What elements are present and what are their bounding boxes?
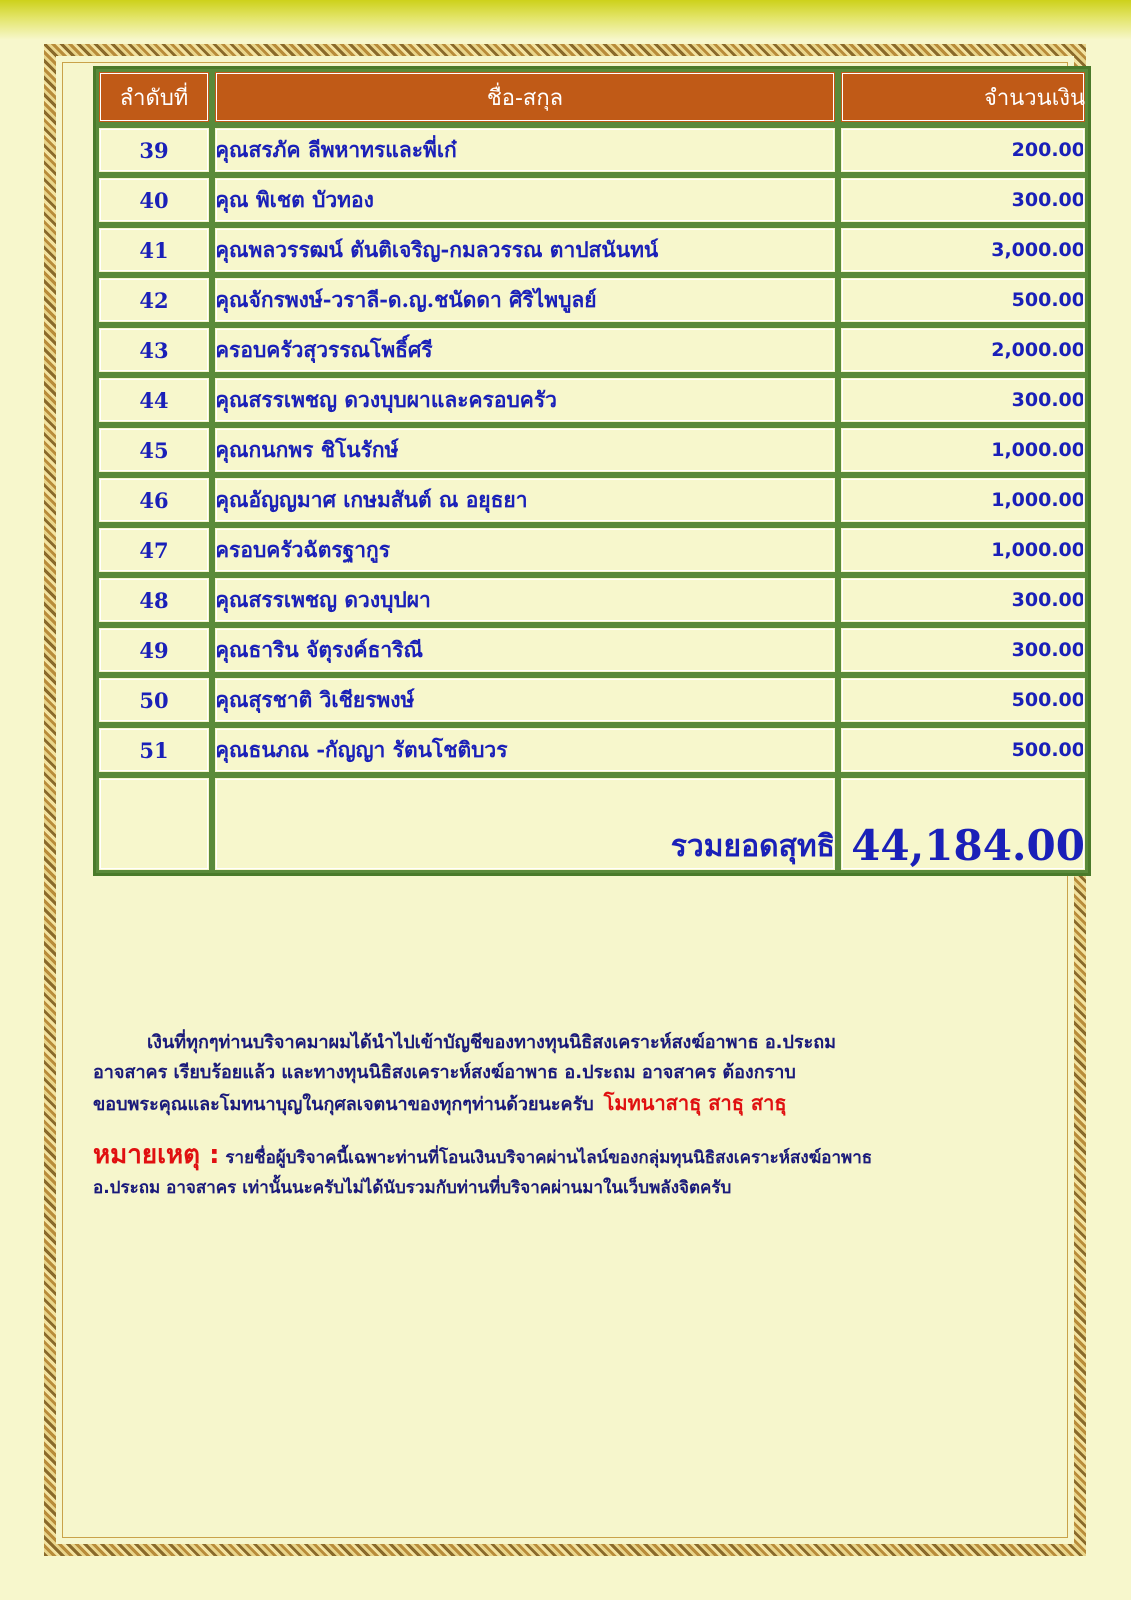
- donor-name: ครอบครัวฉัตรฐากูร: [212, 525, 838, 575]
- table-row: [96, 625, 1088, 675]
- donor-name: คุณพลวรรฒน์ ตันติเจริญ-กมลวรรณ ตาปสนันทน์: [212, 225, 838, 275]
- header-amount: จำนวนเงิน: [838, 69, 1088, 125]
- row-number: 43: [96, 325, 212, 375]
- donation-amount: 200.00: [838, 125, 1088, 175]
- total-amount: 44,184.00: [838, 775, 1088, 873]
- donation-amount: 2,000.00: [838, 325, 1088, 375]
- table-header-row: [96, 69, 1088, 125]
- table-row: [96, 325, 1088, 375]
- donor-name: คุณธาริน จัตุรงค์ธาริณี: [212, 625, 838, 675]
- blessing-text: โมทนาสาธุ สาธุ สาธุ: [603, 1091, 787, 1115]
- donation-amount: 300.00: [838, 175, 1088, 225]
- donation-amount: 300.00: [838, 575, 1088, 625]
- row-number: 45: [96, 425, 212, 475]
- donor-name: คุณจักรพงษ์-วราลี-ด.ญ.ชนัดดา ศิริไพบูลย์: [212, 275, 838, 325]
- paragraph-line-3-text: ขอบพระคุณและโมทนาบุญในกุศลเจตนาของทุกๆท่านด้วยนะครับ: [93, 1094, 594, 1115]
- header-order: ลำดับที่: [96, 69, 212, 125]
- donor-name: คุณ พิเชต บัวทอง: [212, 175, 838, 225]
- top-gradient-band: [0, 0, 1131, 40]
- donation-amount: 3,000.00: [838, 225, 1088, 275]
- table-row: [96, 175, 1088, 225]
- table-row: [96, 725, 1088, 775]
- row-number: 42: [96, 275, 212, 325]
- donor-name: คุณสรรเพชญ ดวงบุปผา: [212, 575, 838, 625]
- donor-name: คุณสรภัค ลีพหาทรและพี่เก๋: [212, 125, 838, 175]
- row-number: 49: [96, 625, 212, 675]
- row-number: 51: [96, 725, 212, 775]
- donor-name: ครอบครัวสุวรรณโพธิ์ศรี: [212, 325, 838, 375]
- paragraph-line-1: เงินที่ทุกๆท่านบริจาคมาผมได้นำไปเข้าบัญชีของทางทุนนิธิสงเคราะห์สงฆ์อาพาธ อ.ประถม: [147, 1032, 837, 1053]
- note-line-2: อ.ประถม อาจสาคร เท่านั้นนะครับไม่ได้นับรวมกับท่านที่บริจาคผ่านมาในเว็บพลังจิตครับ: [93, 1178, 732, 1198]
- row-number: 48: [96, 575, 212, 625]
- row-number: 39: [96, 125, 212, 175]
- donation-amount: 500.00: [838, 675, 1088, 725]
- donation-amount: 1,000.00: [838, 425, 1088, 475]
- table-row: [96, 125, 1088, 175]
- donation-amount: 300.00: [838, 625, 1088, 675]
- donor-name: คุณสุรชาติ วิเชียรพงษ์: [212, 675, 838, 725]
- row-number: 50: [96, 675, 212, 725]
- table-row: [96, 575, 1088, 625]
- paragraph-line-3: [93, 1088, 1073, 1120]
- acknowledgement-paragraph: [93, 1028, 1073, 1120]
- table-row: [96, 275, 1088, 325]
- donation-table: [93, 66, 1091, 876]
- row-number: 47: [96, 525, 212, 575]
- note-text-1: รายชื่อผู้บริจาคนี้เฉพาะท่านที่โอนเงินบริจาคผ่านไลน์ของกลุ่มทุนนิธิสงเคราะห์สงฆ์อาพาธ: [225, 1148, 873, 1168]
- donation-amount: 300.00: [838, 375, 1088, 425]
- total-empty-cell: [96, 775, 212, 873]
- donor-name: คุณธนภณ -กัญญา รัตนโชติบวร: [212, 725, 838, 775]
- paragraph-line-2: อาจสาคร เรียบร้อยแล้ว และทางทุนนิธิสงเคราะห์สงฆ์อาพาธ อ.ประถม อาจสาคร ต้องกราบ: [93, 1062, 796, 1083]
- note-label: หมายเหตุ :: [93, 1140, 220, 1170]
- table-row: [96, 475, 1088, 525]
- donation-amount: 500.00: [838, 725, 1088, 775]
- table-row: [96, 675, 1088, 725]
- table-row: [96, 525, 1088, 575]
- remark-note: [93, 1140, 1073, 1203]
- row-number: 40: [96, 175, 212, 225]
- donation-amount: 1,000.00: [838, 475, 1088, 525]
- donor-name: คุณอัญญมาศ เกษมสันต์ ณ อยุธยา: [212, 475, 838, 525]
- donation-amount: 500.00: [838, 275, 1088, 325]
- row-number: 44: [96, 375, 212, 425]
- table-row: [96, 375, 1088, 425]
- donor-name: คุณกนกพร ชิโนรักษ์: [212, 425, 838, 475]
- note-line-1: [93, 1140, 1073, 1173]
- header-name: ชื่อ-สกุล: [212, 69, 838, 125]
- table-row: [96, 425, 1088, 475]
- row-number: 41: [96, 225, 212, 275]
- table-row: [96, 225, 1088, 275]
- total-row: [96, 775, 1088, 873]
- donor-name: คุณสรรเพชญ ดวงบุบผาและครอบครัว: [212, 375, 838, 425]
- total-label: รวมยอดสุทธิ: [212, 775, 838, 873]
- donation-amount: 1,000.00: [838, 525, 1088, 575]
- row-number: 46: [96, 475, 212, 525]
